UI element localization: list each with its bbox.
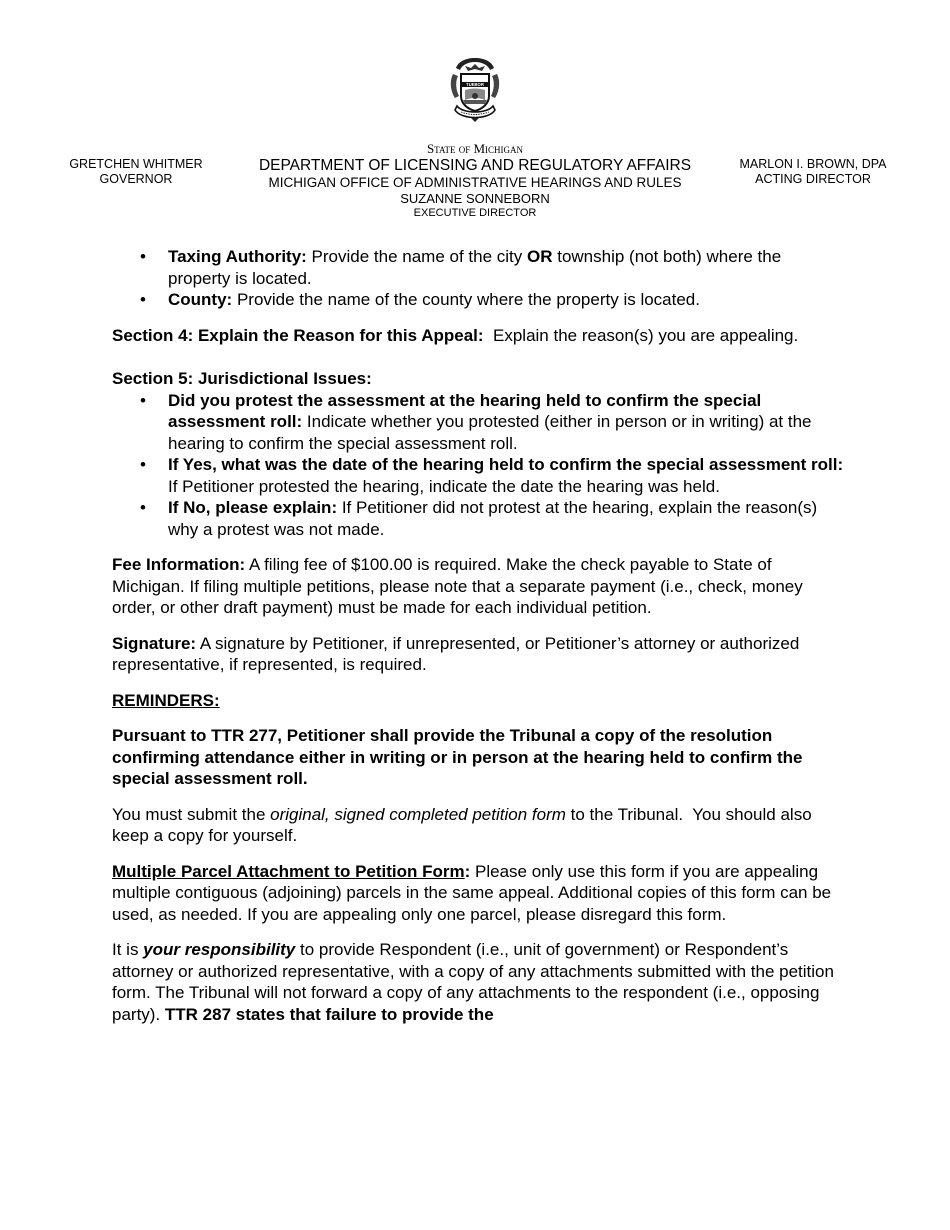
signature-text: A signature by Petitioner, if unrepresented, or Petitioner’s attorney or authorized representative, if represented, is required. xyxy=(112,633,800,674)
bullet-label: County: xyxy=(168,290,233,309)
section-4-label: Section 4: Explain the Reason for this Appeal: xyxy=(112,325,484,345)
ttr-277-text: Pursuant to TTR 277, Petitioner shall provide the Tribunal a copy of the resolution confirming attendance either in writing or in person at the hearing held to confirm the special assessment roll. xyxy=(112,726,803,788)
acting-director-name: MARLON I. BROWN, DPA xyxy=(739,157,887,171)
bullet-emphasis: OR xyxy=(527,247,553,266)
submit-emphasis: original, signed completed petition form xyxy=(270,804,566,824)
fee-label: Fee Information: xyxy=(112,555,246,574)
signature-paragraph xyxy=(112,633,847,676)
section-5-bullets xyxy=(112,390,847,541)
ttr-287-text: TTR 287 states that failure to provide the xyxy=(164,1004,494,1024)
governor-name: GRETCHEN WHITMER xyxy=(69,157,203,171)
director-name: SUZANNE SONNEBORN xyxy=(400,191,550,206)
submit-text: to the Tribunal. You should also keep a copy for yourself. xyxy=(112,804,817,845)
list-item xyxy=(112,246,847,289)
acting-director-block xyxy=(728,157,898,187)
section-5-label: Section 5: Jurisdictional Issues: xyxy=(112,369,372,388)
responsibility-text: It is xyxy=(112,940,144,959)
state-name: State of Michigan xyxy=(426,141,524,156)
responsibility-emphasis: your responsibility xyxy=(143,940,296,959)
multiple-parcel-text: Please only use this form if you are appealing multiple contiguous (adjoining) parcels in the same appeal. Additional copies of this form can be used, as needed. If you are appealing only one parcel, please disregard this form. xyxy=(112,861,832,924)
fee-paragraph xyxy=(112,554,847,619)
governor-title: GOVERNOR xyxy=(99,172,173,186)
multiple-parcel-colon: : xyxy=(464,861,471,881)
bullet-text: Provide the name of the county where the property is located. xyxy=(232,290,700,309)
reminders-heading xyxy=(112,690,847,712)
list-item xyxy=(112,497,847,540)
section-4-text: Explain the reason(s) you are appealing. xyxy=(483,325,799,345)
bullet-text: township (not both) where the property is located. xyxy=(168,247,782,288)
acting-director-title: ACTING DIRECTOR xyxy=(755,172,871,186)
governor-block xyxy=(58,157,214,187)
office-name: MICHIGAN OFFICE OF ADMINISTRATIVE HEARINGS AND RULES xyxy=(268,175,682,190)
submit-text: You must submit the xyxy=(112,804,271,824)
responsibility-paragraph xyxy=(112,939,847,1025)
department-name: DEPARTMENT OF LICENSING AND REGULATORY AFFAIRS xyxy=(258,157,692,174)
submit-paragraph xyxy=(112,804,847,847)
multiple-parcel-label: Multiple Parcel Attachment to Petition Form xyxy=(112,861,465,881)
bullet-text: If Petitioner protested the hearing, indicate the date the hearing was held. xyxy=(168,476,720,496)
list-item xyxy=(112,454,847,497)
signature-label: Signature: xyxy=(112,633,197,653)
michigan-seal-icon xyxy=(445,56,505,124)
ttr-277-paragraph xyxy=(112,725,847,790)
responsibility-text: to provide Respondent (i.e., unit of government) or Respondent’s attorney or authorized representative, with a copy of any attachments submitted with the petition form. The Tribunal will not forward a copy of any attachments to the respondent (i.e., opposing party). xyxy=(112,940,834,1024)
bullet-label: If No, please explain: xyxy=(168,498,338,517)
section-4-paragraph xyxy=(112,325,847,347)
multiple-parcel-paragraph xyxy=(112,861,847,926)
reminders-label: REMINDERS: xyxy=(112,690,220,710)
list-item xyxy=(112,289,847,311)
bullet-text: If Petitioner did not protest at the hearing, explain the reason(s) why a protest was not made. xyxy=(168,498,818,539)
section-5-heading xyxy=(112,368,847,390)
bullet-label: If Yes, what was the date of the hearing held to confirm the special assessment roll: xyxy=(168,455,844,474)
bullet-text: Provide the name of the city xyxy=(306,247,527,266)
bullet-label: Taxing Authority: xyxy=(168,247,307,266)
director-title: EXECUTIVE DIRECTOR xyxy=(413,207,537,219)
property-bullets xyxy=(112,246,847,311)
instructions-body xyxy=(112,246,847,1025)
seal-motto: TUEBOR xyxy=(466,82,484,87)
bullet-label: Did you protest the assessment at the hearing held to confirm the special assessment roll: xyxy=(168,390,762,431)
list-item xyxy=(112,390,847,455)
bullet-text: Indicate whether you protested (either in person or in writing) at the hearing to confirm the special assessment roll. xyxy=(168,412,812,453)
fee-text: A filing fee of $100.00 is required. Make the check payable to State of Michigan. If filing multiple petitions, please note that a separate payment (i.e., check, money order, or other draft payment) must be made for each individual petition. xyxy=(112,555,803,617)
department-block xyxy=(230,141,720,220)
